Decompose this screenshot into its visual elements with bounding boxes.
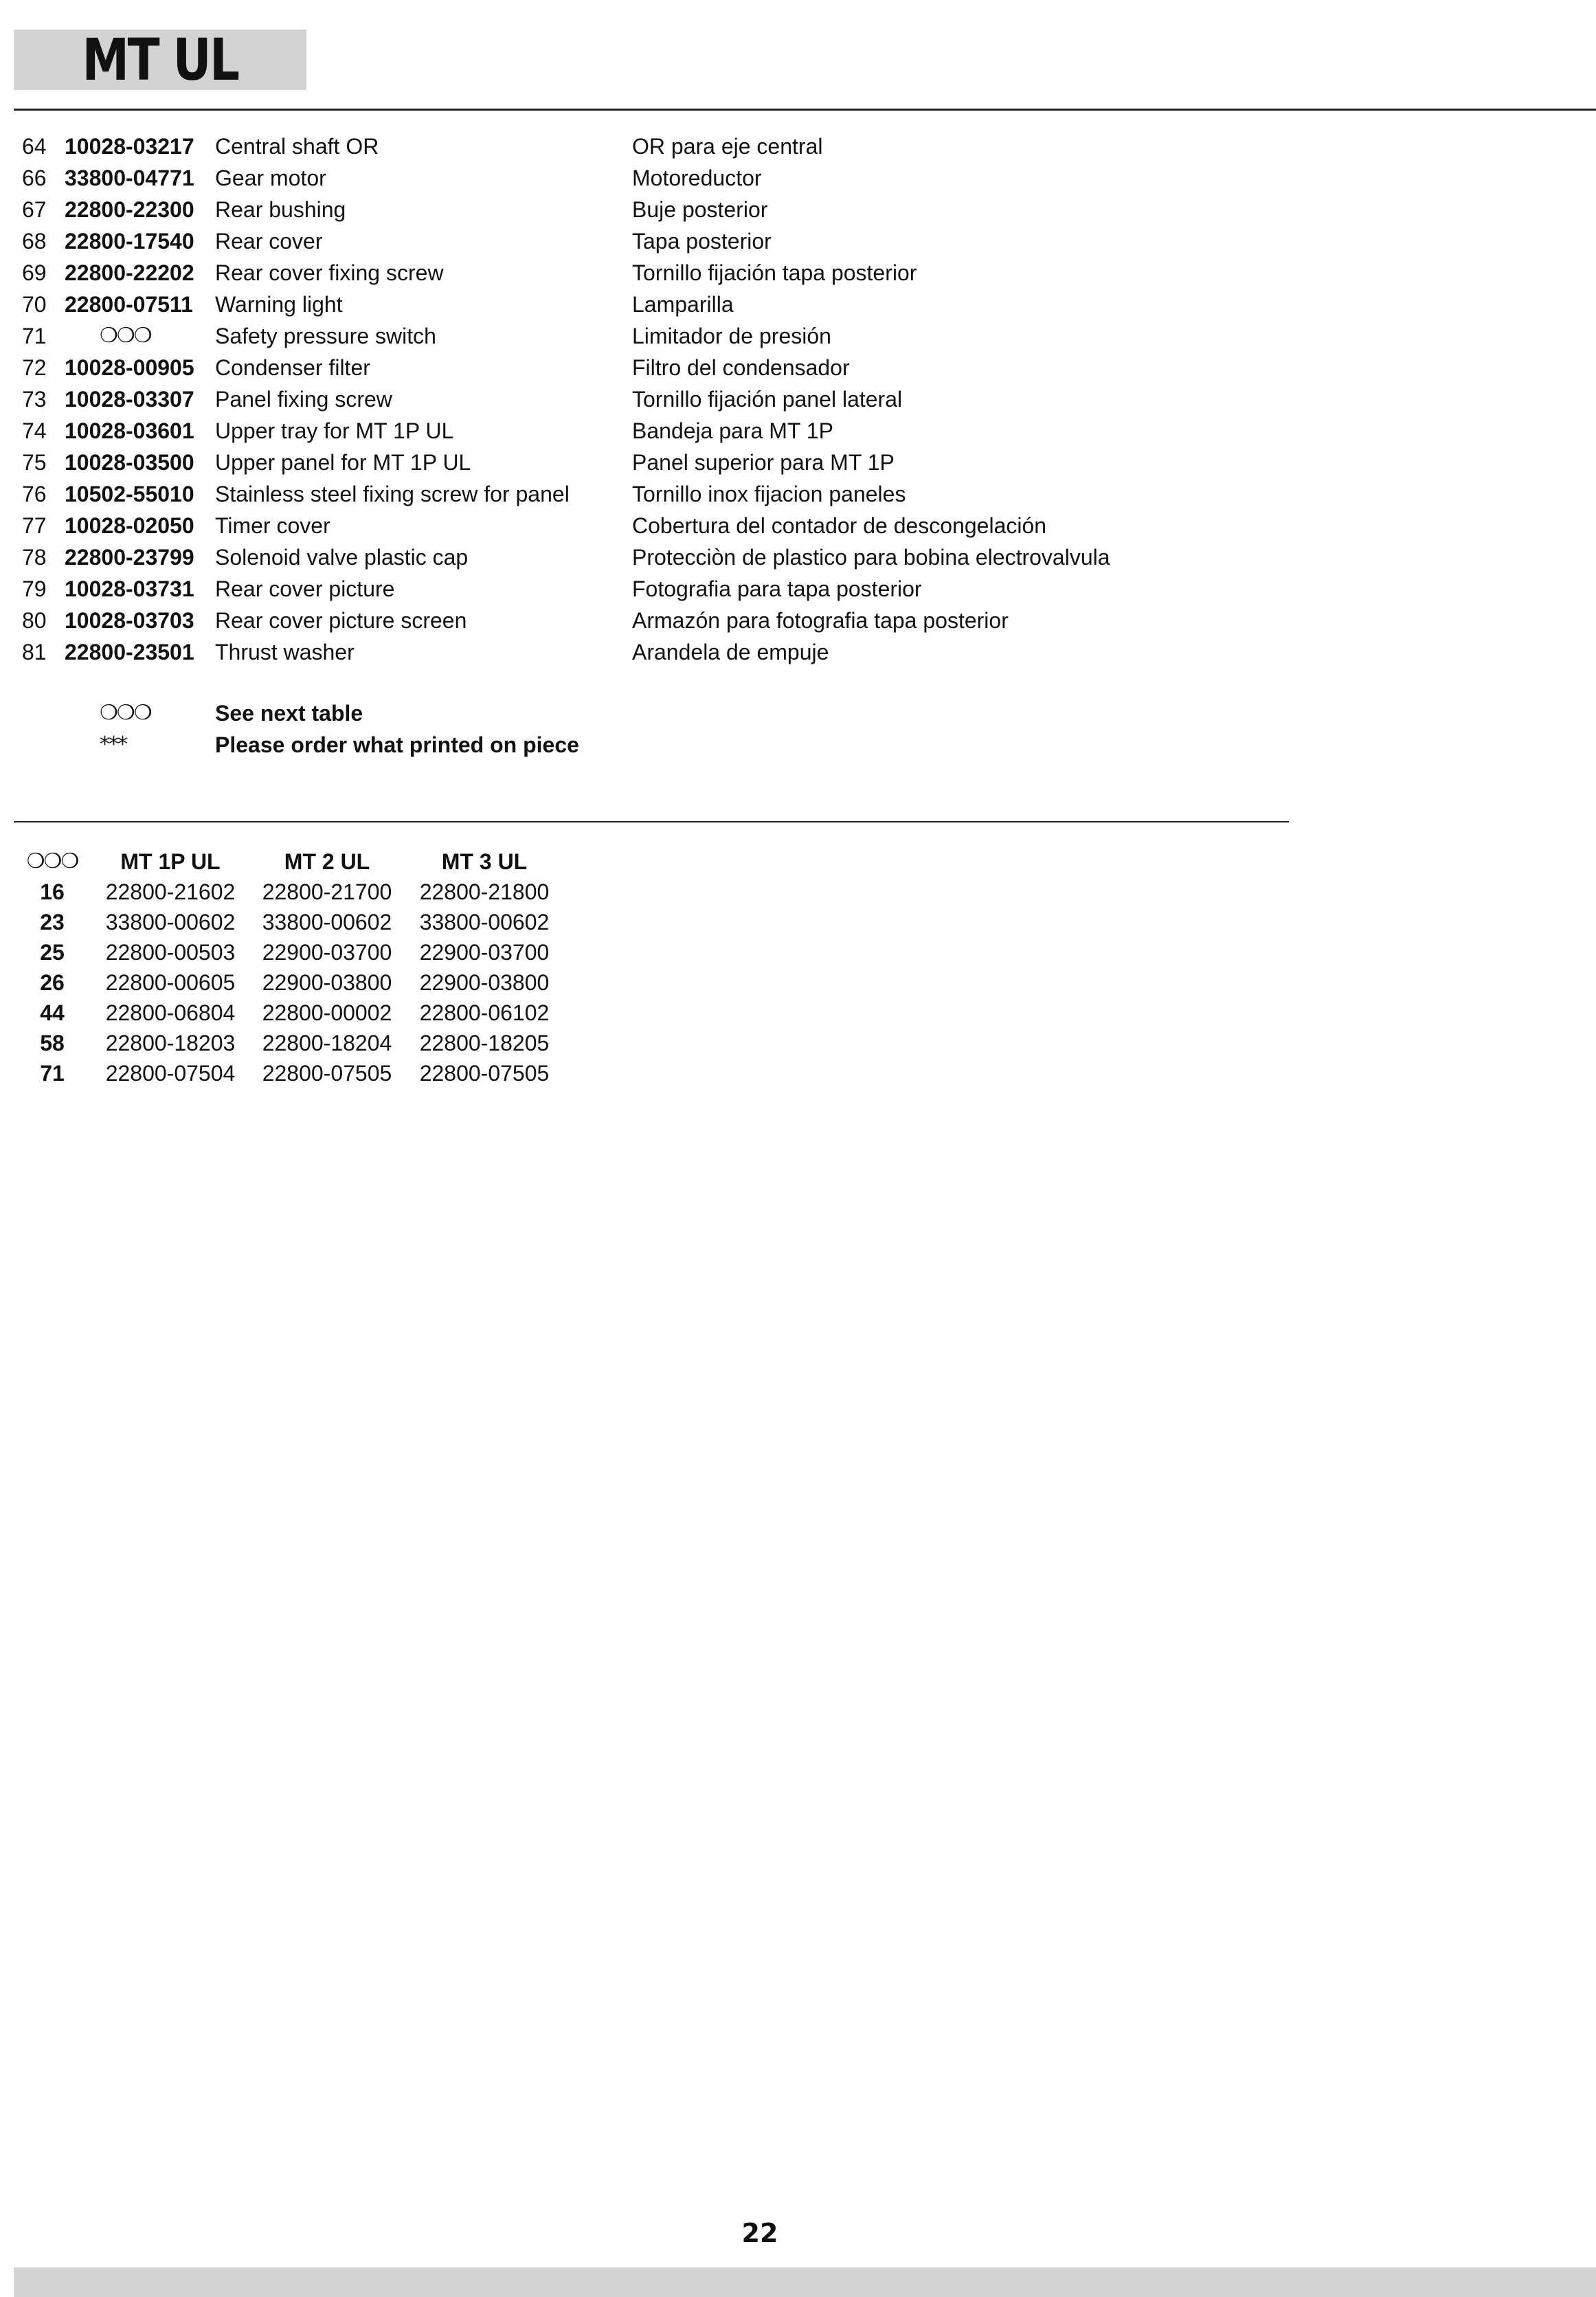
part-number: 70: [22, 292, 47, 317]
part-description-en: Rear bushing: [215, 197, 346, 222]
table-row: [0, 1058, 687, 1088]
column-header: MT 2 UL: [284, 849, 370, 874]
part-description-es: Bandeja para MT 1P: [632, 418, 833, 443]
part-number: 81: [22, 640, 47, 664]
part-code: 33800-04771: [65, 166, 194, 190]
table-cell: 33800-00602: [262, 910, 392, 934]
part-description-en: Safety pressure switch: [215, 324, 436, 348]
part-number: 79: [22, 576, 47, 601]
table-cell: 33800-00602: [419, 910, 550, 934]
part-description-en: Rear cover picture: [215, 576, 395, 601]
table-cell: 22800-18205: [419, 1031, 550, 1055]
part-description-es: Tornillo inox fijacion paneles: [632, 482, 906, 506]
part-description-en: Upper tray for MT 1P UL: [215, 418, 454, 443]
part-description-es: Cobertura del contador de descongelación: [632, 513, 1047, 538]
part-code: 10028-03601: [65, 418, 194, 443]
part-number: 78: [22, 545, 47, 570]
table-row: [0, 967, 687, 998]
part-row: [0, 320, 1596, 352]
column-header: MT 1P UL: [120, 849, 221, 874]
part-row: [0, 605, 1596, 636]
part-number: 76: [22, 482, 47, 506]
part-code: 10028-03731: [65, 576, 194, 601]
part-description-es: Motoreductor: [632, 166, 762, 190]
part-description-es: Arandela de empuje: [632, 640, 829, 664]
header-divider: [14, 109, 1596, 111]
title-band: [14, 26, 306, 93]
part-number: 80: [22, 608, 47, 633]
table-cell: 22800-00503: [105, 940, 236, 965]
part-number: 66: [22, 166, 47, 190]
part-code: 22800-23799: [65, 545, 194, 570]
column-header: MT 3 UL: [441, 849, 528, 874]
part-code: 22800-22202: [65, 260, 194, 285]
part-description-es: Tapa posterior: [632, 229, 772, 254]
part-description-es: Protecciòn de plastico para bobina electrovalvula: [632, 545, 1110, 570]
part-description-en: Upper panel for MT 1P UL: [215, 450, 471, 475]
part-number: 69: [22, 260, 47, 285]
legend-text: Please order what printed on piece: [215, 732, 579, 757]
position-number: 26: [40, 970, 65, 995]
table-cell: 22800-21700: [262, 879, 392, 904]
part-description-en: Gear motor: [215, 166, 326, 190]
part-number: 71: [22, 324, 47, 348]
table-cell: 22800-18204: [262, 1031, 392, 1055]
part-code: 10028-00905: [65, 355, 194, 380]
part-description-es: Lamparilla: [632, 292, 734, 317]
part-row: [0, 194, 1596, 225]
part-row: [0, 415, 1596, 447]
table-cell: 22800-21602: [105, 879, 236, 904]
see-table-symbol: ❍❍❍: [26, 849, 78, 873]
part-row: [0, 636, 1596, 668]
table-row: [0, 877, 687, 907]
part-row: [0, 162, 1596, 194]
table-cell: 22800-07504: [105, 1061, 236, 1086]
table-cell: 33800-00602: [105, 910, 236, 934]
part-row: [0, 289, 1596, 320]
part-code: 10028-03217: [65, 134, 194, 159]
position-number: 71: [40, 1061, 65, 1086]
part-code: 22800-23501: [65, 640, 194, 664]
part-description-en: Stainless steel fixing screw for panel: [215, 482, 570, 506]
part-code: 22800-22300: [65, 197, 194, 222]
part-code: 22800-17540: [65, 229, 194, 254]
part-description-es: Fotografia para tapa posterior: [632, 576, 922, 601]
part-description-en: Rear cover fixing screw: [215, 260, 444, 285]
part-code: 10028-03307: [65, 387, 194, 412]
position-number: 44: [40, 1000, 65, 1025]
table-cell: 22800-21800: [419, 879, 550, 904]
position-number: 58: [40, 1031, 65, 1055]
variant-table-header: [0, 847, 687, 877]
part-number: 68: [22, 229, 47, 254]
part-description-en: Condenser filter: [215, 355, 370, 380]
part-row: [0, 257, 1596, 289]
table-row: [0, 937, 687, 967]
part-code: 10028-02050: [65, 513, 194, 538]
part-number: 72: [22, 355, 47, 380]
page-title: MT UL: [82, 26, 238, 93]
table-cell: 22900-03800: [262, 970, 392, 995]
part-description-en: Rear cover picture screen: [215, 608, 467, 633]
part-row: [0, 447, 1596, 478]
position-number: 25: [40, 940, 65, 965]
part-row: [0, 573, 1596, 605]
part-row: [0, 541, 1596, 573]
part-description-es: Filtro del condensador: [632, 355, 850, 380]
part-description-en: Rear cover: [215, 229, 323, 254]
table-cell: 22800-00605: [105, 970, 236, 995]
see-table-symbol: ❍❍❍: [100, 324, 151, 348]
part-description-es: OR para eje central: [632, 134, 823, 159]
footer-band: [14, 2267, 1596, 2297]
part-code: 10028-03703: [65, 608, 194, 633]
part-description-en: Warning light: [215, 292, 343, 317]
part-code: 10502-55010: [65, 482, 194, 506]
part-row: [0, 478, 1596, 510]
part-code: 22800-07511: [65, 292, 193, 317]
table-row: [0, 998, 687, 1028]
table-cell: 22800-06804: [105, 1000, 236, 1025]
part-description-en: Timer cover: [215, 513, 330, 538]
table-cell: 22900-03700: [262, 940, 392, 965]
table-cell: 22800-07505: [419, 1061, 550, 1086]
part-row: [0, 510, 1596, 541]
part-row: [0, 131, 1596, 162]
table-row: [0, 907, 687, 937]
legend-item: [0, 697, 824, 729]
table-row: [0, 1028, 687, 1058]
legend-text: See next table: [215, 701, 363, 726]
section-divider: [14, 821, 1289, 822]
position-number: 16: [40, 879, 65, 904]
part-description-es: Tornillo fijación tapa posterior: [632, 260, 917, 285]
table-cell: 22900-03800: [419, 970, 550, 995]
part-description-es: Tornillo fijación panel lateral: [632, 387, 903, 412]
see-table-symbol: ❍❍❍: [100, 701, 151, 725]
part-number: 74: [22, 418, 47, 443]
part-description-en: Thrust washer: [215, 640, 355, 664]
part-description-en: Central shaft OR: [215, 134, 379, 159]
part-row: [0, 383, 1596, 415]
part-code: 10028-03500: [65, 450, 194, 475]
part-number: 64: [22, 134, 47, 159]
part-description-en: Panel fixing screw: [215, 387, 392, 412]
position-number: 23: [40, 910, 65, 934]
legend-item: [0, 729, 824, 761]
part-description-es: Armazón para fotografia tapa posterior: [632, 608, 1009, 633]
table-cell: 22800-07505: [262, 1061, 392, 1086]
part-number: 75: [22, 450, 47, 475]
part-number: 73: [22, 387, 47, 412]
asterisk-symbol: ***: [100, 732, 126, 757]
table-cell: 22800-06102: [419, 1000, 550, 1025]
table-cell: 22900-03700: [419, 940, 550, 965]
part-number: 77: [22, 513, 47, 538]
part-description-es: Limitador de presión: [632, 324, 831, 348]
part-description-en: Solenoid valve plastic cap: [215, 545, 469, 570]
table-cell: 22800-18203: [105, 1031, 236, 1055]
part-row: [0, 225, 1596, 257]
part-number: 67: [22, 197, 47, 222]
table-cell: 22800-00002: [262, 1000, 392, 1025]
part-row: [0, 352, 1596, 383]
page-number: 22: [741, 2218, 778, 2248]
part-description-es: Panel superior para MT 1P: [632, 450, 895, 475]
part-description-es: Buje posterior: [632, 197, 768, 222]
